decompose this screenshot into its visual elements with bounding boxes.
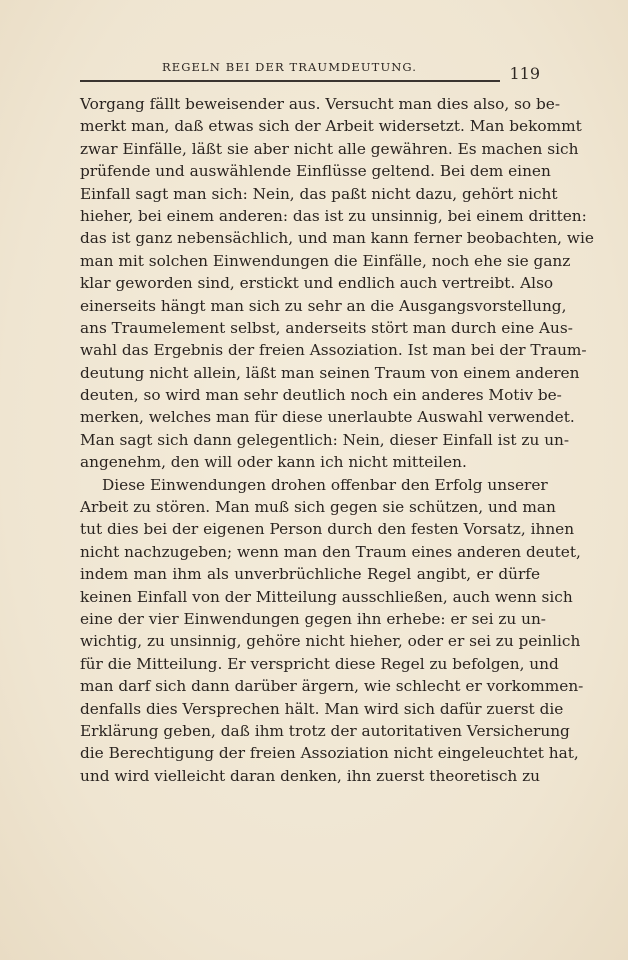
text-line: wahl das Ergebnis der freien Assoziation. Ist man bei der Traum- [80,341,587,360]
text-line: wichtig, zu unsinnig, gehöre nicht hieher, oder er sei zu peinlich [80,632,581,651]
paragraph-start-line: Diese Einwendungen drohen offenbar den Erfolg unserer [102,475,548,494]
text-line: man darf sich dann darüber ärgern, wie schlecht er vorkommen- [80,677,584,696]
text-line: merken, welches man für diese unerlaubte Auswahl verwendet. [80,408,575,427]
text-line: zwar Einfälle, läßt sie aber nicht alle gewähren. Es machen sich [80,139,579,158]
header-rule [80,80,500,82]
running-head: REGELN BEI DER TRAUMDEUTUNG. [162,60,418,74]
text-line: Man sagt sich dann gelegentlich: Nein, dieser Einfall ist zu un- [80,430,570,449]
paragraph-end-line: angenehm, den will oder kann ich nicht mitteilen. [80,453,467,472]
text-line: tut dies bei der eigenen Person durch den festen Vorsatz, ihnen [80,520,575,539]
page-header [80,58,540,82]
text-line: deutung nicht allein, läßt man seinen Traum von einem anderen [80,363,580,382]
page-number: 119 [509,64,540,83]
text-line: Arbeit zu stören. Man muß sich gegen sie schützen, und man [80,498,556,517]
text-line: indem man ihm als unverbrüchliche Regel angibt, er dürfe [80,565,540,584]
text-line: Einfall sagt man sich: Nein, das paßt nicht dazu, gehört nicht [80,184,558,203]
text-line: nicht nachzugeben; wenn man den Traum eines anderen deutet, [80,542,581,561]
text-line: die Berechtigung der freien Assoziation nicht eingeleuchtet hat, [80,744,579,763]
text-line: einerseits hängt man sich zu sehr an die Ausgangsvorstellung, [80,296,567,315]
text-line: ans Traumelement selbst, anderseits stört man durch eine Aus- [80,318,573,337]
text-line: prüfende und auswählende Einflüsse geltend. Bei dem einen [80,162,551,181]
text-line: eine der vier Einwendungen gegen ihn erhebe: er sei zu un- [80,609,546,628]
text-line: das ist ganz nebensächlich, und man kann ferner beobachten, wie [80,229,594,248]
text-line: merkt man, daß etwas sich der Arbeit widersetzt. Man bekommt [80,117,582,136]
text-line: und wird vielleicht daran denken, ihn zuerst theoretisch zu [80,766,541,785]
text-line: keinen Einfall von der Mitteilung ausschließen, auch wenn sich [80,587,573,606]
text-line: denfalls dies Versprechen hält. Man wird sich dafür zuerst die [80,699,564,718]
text-line: man mit solchen Einwendungen die Einfälle, noch ehe sie ganz [80,251,571,270]
text-line: klar geworden sind, erstickt und endlich auch vertreibt. Also [80,274,554,293]
text-line: hieher, bei einem anderen: das ist zu unsinnig, bei einem dritten: [80,206,587,225]
body-text [80,93,594,787]
text-line: Vorgang fällt beweisender aus. Versucht man dies also, so be- [80,95,561,113]
text-line: deuten, so wird man sehr deutlich noch ein anderes Motiv be- [80,386,562,405]
text-line: Erklärung geben, daß ihm trotz der autoritativen Versicherung [80,721,570,740]
text-line: für die Mitteilung. Er verspricht diese Regel zu befolgen, und [80,654,559,673]
